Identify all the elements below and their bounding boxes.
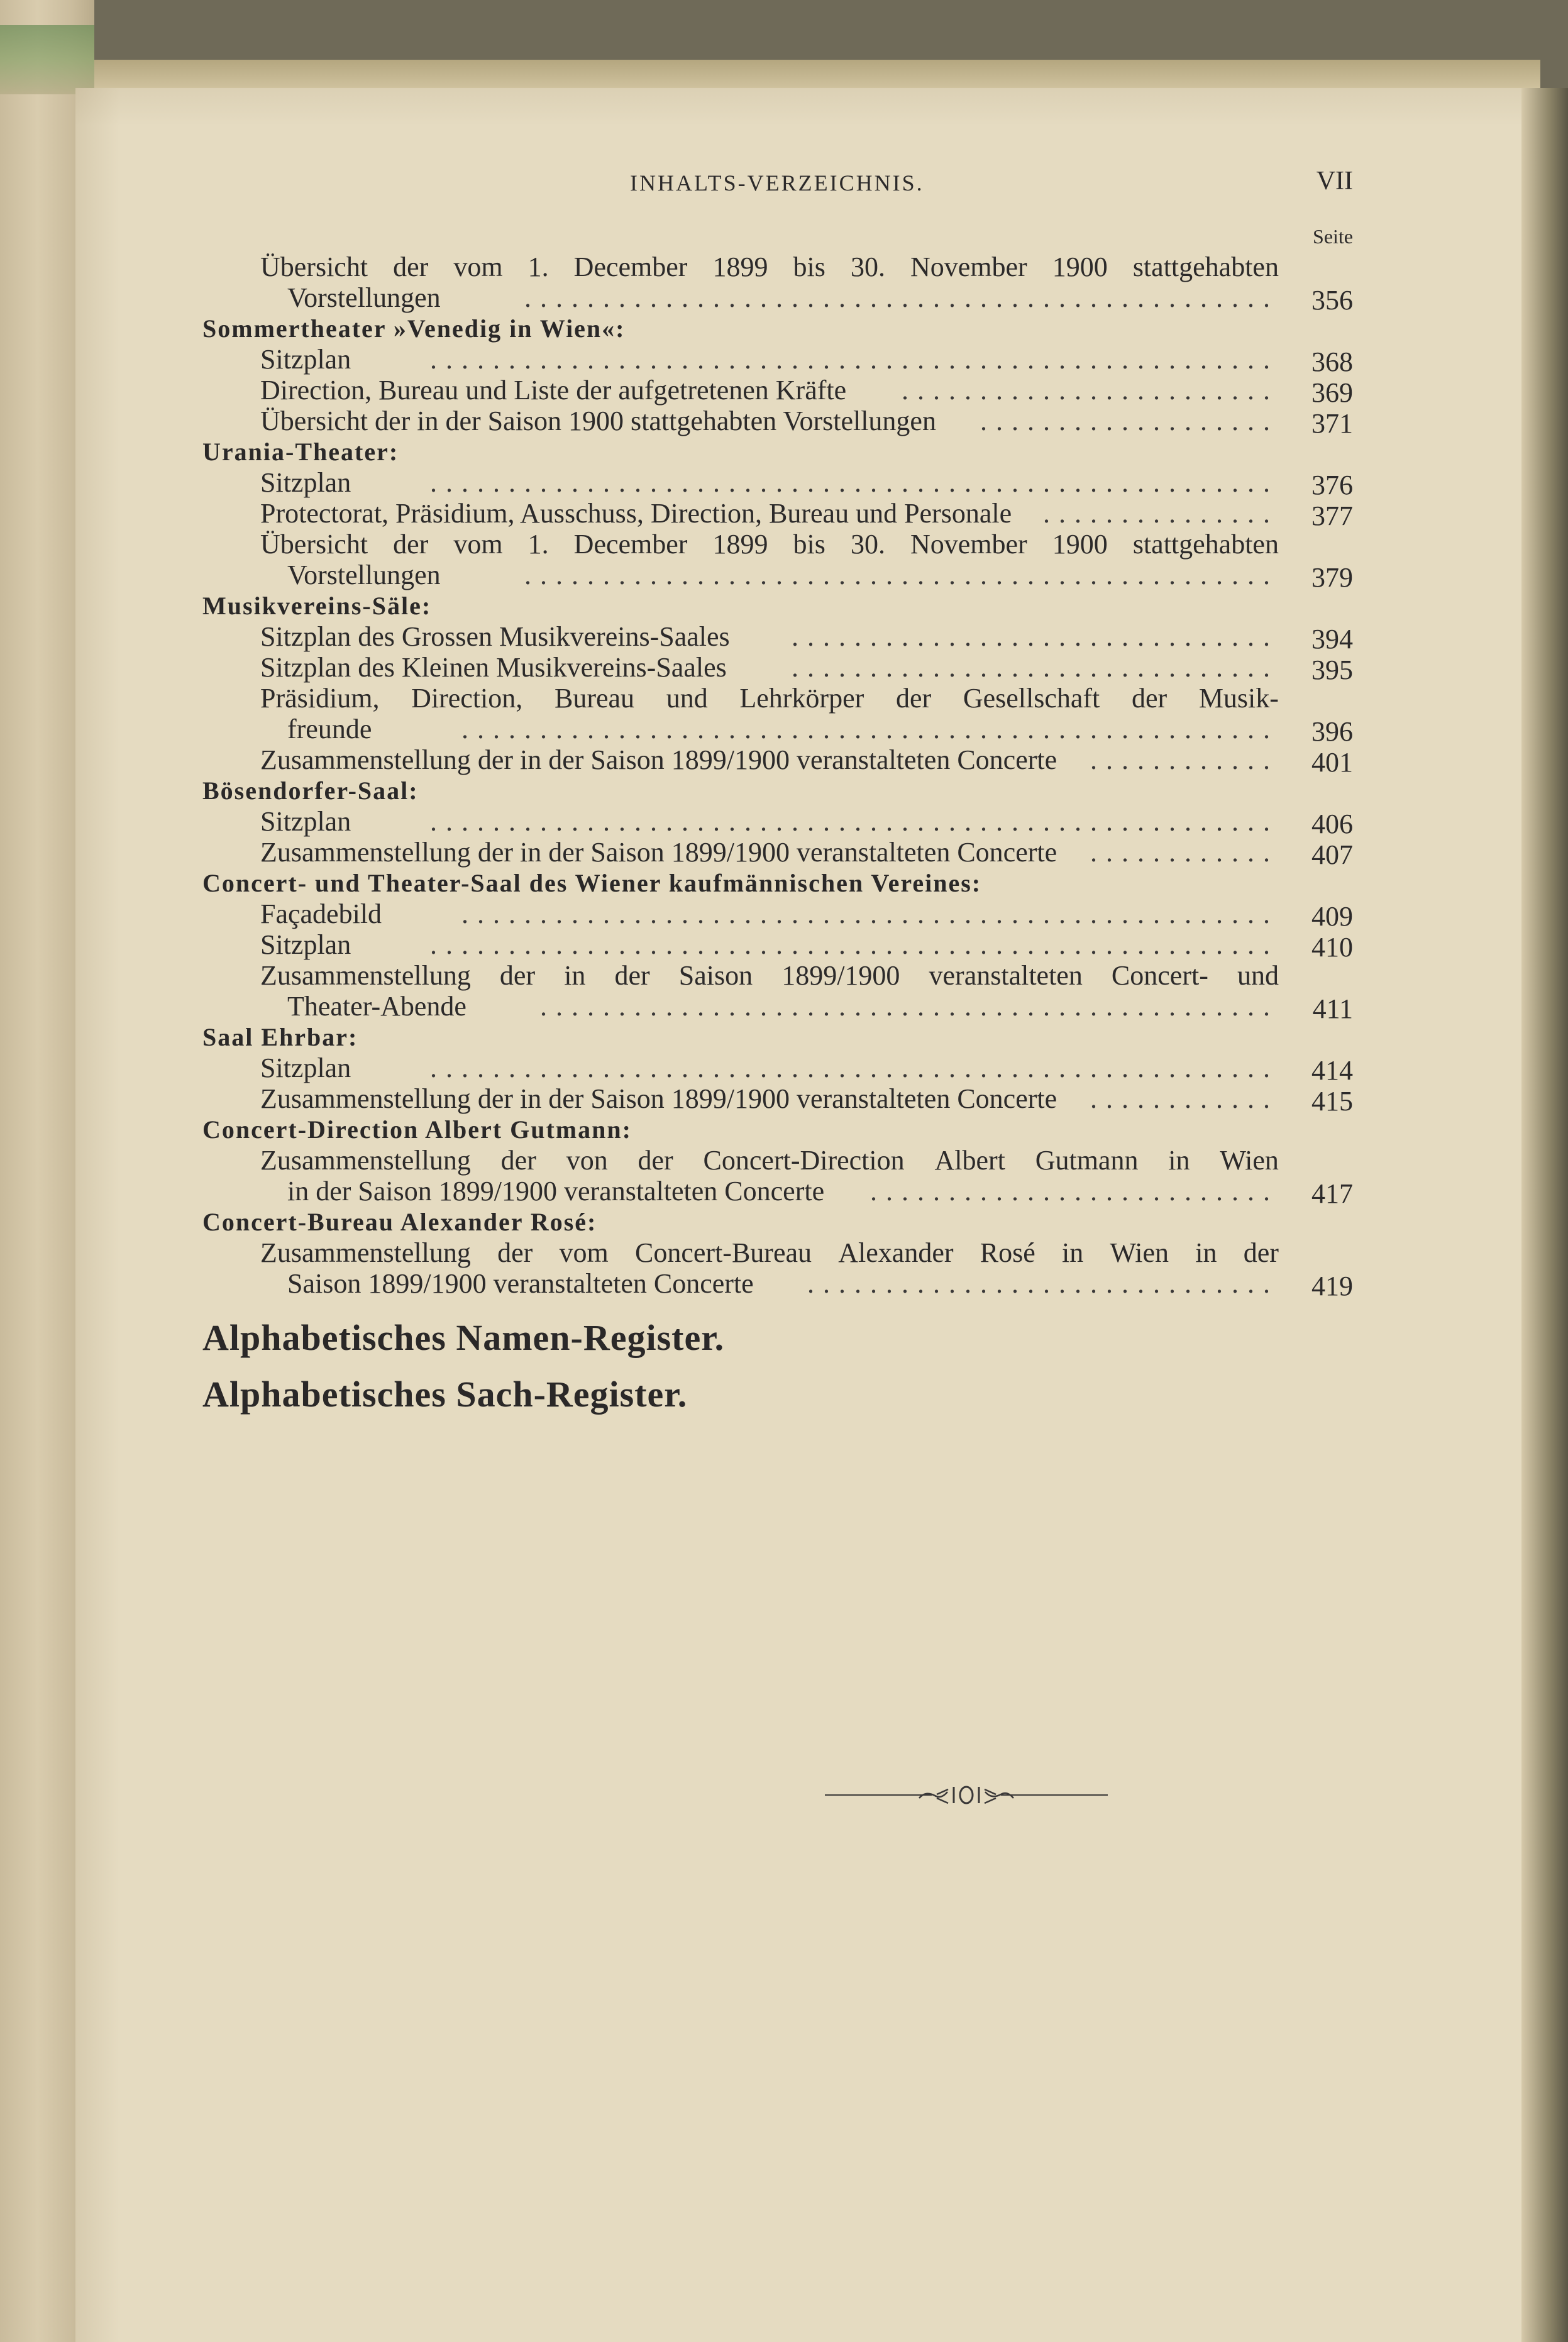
toc-entry bbox=[202, 251, 1353, 282]
toc-entry bbox=[202, 652, 1353, 683]
entry-text: Musikvereins-Säle: bbox=[202, 592, 432, 620]
toc-entry bbox=[202, 1268, 1353, 1299]
leader-dots: ............ bbox=[1090, 744, 1279, 775]
leader-dots: ...................................................... bbox=[430, 806, 1279, 837]
entry-word: vom bbox=[453, 251, 503, 282]
entry-word: der bbox=[497, 1237, 533, 1268]
toc-entry bbox=[202, 806, 1353, 837]
entry-text: Übersicht der in der Saison 1900 stattgehabten Vorstellungen bbox=[260, 406, 936, 436]
entry-word: Übersicht bbox=[260, 251, 368, 282]
page-column-label: Seite bbox=[1313, 225, 1353, 248]
entry-text: Bösendorfer-Saal: bbox=[202, 776, 419, 805]
leader-dots: ................................................ bbox=[524, 282, 1279, 313]
entry-word: Alexander bbox=[838, 1237, 954, 1268]
entry-word: in bbox=[1195, 1237, 1217, 1268]
toc-section-heading bbox=[202, 775, 1353, 806]
entry-page-number: 411 bbox=[1312, 993, 1353, 1024]
entry-word: December bbox=[573, 529, 688, 560]
toc-entry bbox=[202, 621, 1353, 655]
entry-text: Saison 1899/1900 veranstalteten Concerte bbox=[287, 1268, 754, 1299]
entry-word: in bbox=[564, 960, 586, 991]
leader-dots: ............... bbox=[1043, 498, 1279, 529]
running-head bbox=[202, 167, 1353, 207]
page-right-edge bbox=[1521, 88, 1568, 2342]
entry-word: vom bbox=[559, 1237, 609, 1268]
entry-page-number: 356 bbox=[1311, 285, 1353, 316]
entry-word: Zusammenstellung bbox=[260, 960, 471, 991]
entry-word: Präsidium, bbox=[260, 683, 380, 714]
toc-section-heading bbox=[202, 590, 1353, 621]
toc-entry bbox=[202, 837, 1353, 868]
page-number: VII bbox=[1316, 167, 1353, 196]
entry-word: November bbox=[910, 251, 1027, 282]
register-heading bbox=[202, 1363, 1353, 1420]
toc-entry bbox=[202, 898, 1353, 932]
entry-word: 1899 bbox=[712, 251, 768, 282]
entry-page-number: 414 bbox=[1311, 1055, 1353, 1086]
entry-page-number: 409 bbox=[1311, 901, 1353, 932]
entry-word: Gesellschaft bbox=[963, 683, 1100, 714]
entry-word: und bbox=[666, 683, 708, 714]
entry-text: Sommertheater »Venedig in Wien«: bbox=[202, 314, 626, 343]
entry-page-number: 401 bbox=[1311, 747, 1353, 778]
leader-dots: ............ bbox=[1090, 1083, 1279, 1114]
entry-word: bis bbox=[793, 251, 825, 282]
entry-word: vom bbox=[453, 529, 503, 560]
leader-dots: ................................................ bbox=[524, 560, 1279, 590]
register-heading bbox=[202, 1306, 1353, 1363]
entry-text: Saal Ehrbar: bbox=[202, 1023, 358, 1051]
entry-text: Concert-Bureau Alexander Rosé: bbox=[202, 1208, 597, 1236]
leader-dots: ............................... bbox=[792, 621, 1279, 652]
toc-entry bbox=[202, 529, 1353, 560]
entry-word: in bbox=[1168, 1145, 1190, 1176]
entry-word: 1900 bbox=[1052, 251, 1108, 282]
toc-entry bbox=[202, 744, 1353, 778]
entry-word: der bbox=[614, 960, 650, 991]
entry-word: in bbox=[1062, 1237, 1084, 1268]
entry-word: von bbox=[566, 1145, 608, 1176]
toc-entry bbox=[202, 344, 1353, 375]
toc-entry bbox=[202, 683, 1353, 714]
leader-dots: ...................................................... bbox=[430, 467, 1279, 498]
entry-text: Sitzplan des Grossen Musikvereins-Saales bbox=[260, 621, 730, 652]
entry-text: Sitzplan bbox=[260, 1052, 351, 1083]
toc-entry bbox=[202, 1145, 1353, 1176]
leader-dots: .......................... bbox=[870, 1176, 1279, 1207]
entry-page-number: 379 bbox=[1311, 562, 1353, 593]
toc-section-heading bbox=[202, 868, 1353, 898]
entry-page-number: 396 bbox=[1311, 716, 1353, 747]
entry-word: Übersicht bbox=[260, 529, 368, 560]
entry-word: veranstalteten bbox=[929, 960, 1083, 991]
toc-entries bbox=[202, 251, 1353, 1420]
entry-word: Wien bbox=[1110, 1237, 1169, 1268]
toc-section-heading bbox=[202, 1114, 1353, 1145]
toc-entry bbox=[202, 991, 1353, 1022]
entry-word: December bbox=[573, 251, 688, 282]
entry-word: Concert-Direction bbox=[703, 1145, 905, 1176]
leader-dots: ............................................... bbox=[540, 991, 1279, 1022]
entry-page-number: 376 bbox=[1311, 470, 1353, 500]
toc-entry bbox=[202, 960, 1353, 991]
leader-dots: .................................................... bbox=[461, 714, 1279, 744]
entry-word: Rosé bbox=[980, 1237, 1035, 1268]
entry-word: 1. bbox=[527, 529, 549, 560]
entry-word: und bbox=[1237, 960, 1279, 991]
entry-word: stattgehabten bbox=[1132, 251, 1279, 282]
entry-text: Zusammenstellung der in der Saison 1899/1900 veranstalteten Concerte bbox=[260, 744, 1057, 775]
entry-text: Vorstellungen bbox=[287, 282, 441, 313]
toc-section-heading bbox=[202, 1207, 1353, 1237]
entry-text: in der Saison 1899/1900 veranstalteten Concerte bbox=[287, 1176, 825, 1207]
entry-page-number: 368 bbox=[1311, 346, 1353, 377]
entry-word: November bbox=[910, 529, 1027, 560]
toc-entry bbox=[202, 282, 1353, 316]
entry-page-number: 419 bbox=[1311, 1271, 1353, 1301]
entry-word: 1. bbox=[527, 251, 549, 282]
entry-page-number: 394 bbox=[1311, 624, 1353, 655]
entry-text: Alphabetisches Sach-Register. bbox=[202, 1374, 688, 1415]
leader-dots: ........................ bbox=[902, 375, 1279, 406]
leader-dots: ...................................................... bbox=[430, 1052, 1279, 1083]
entry-word: Lehrkörper bbox=[739, 683, 864, 714]
running-head-title: INHALTS-VERZEICHNIS. bbox=[630, 170, 924, 196]
leader-dots: .................................................... bbox=[461, 898, 1279, 929]
leader-dots: ............................... bbox=[792, 652, 1279, 683]
entry-text: Urania-Theater: bbox=[202, 438, 399, 466]
toc-section-heading bbox=[202, 1022, 1353, 1052]
leader-dots: ...................................................... bbox=[430, 344, 1279, 375]
entry-word: Concert- bbox=[1111, 960, 1208, 991]
entry-page-number: 406 bbox=[1311, 809, 1353, 839]
entry-text: Sitzplan bbox=[260, 344, 351, 375]
leader-dots: ................... bbox=[980, 406, 1279, 436]
entry-word: stattgehabten bbox=[1132, 529, 1279, 560]
entry-text: Sitzplan bbox=[260, 929, 351, 960]
entry-word: der bbox=[393, 529, 429, 560]
entry-page-number: 377 bbox=[1311, 500, 1353, 531]
entry-text: Sitzplan bbox=[260, 806, 351, 837]
toc-entry bbox=[202, 714, 1353, 747]
entry-text: Protectorat, Präsidium, Ausschuss, Direction, Bureau und Personale bbox=[260, 498, 1012, 529]
entry-word: bis bbox=[793, 529, 825, 560]
entry-text: Theater-Abende bbox=[287, 991, 467, 1022]
toc-entry bbox=[202, 1083, 1353, 1117]
entry-word: 30. bbox=[850, 529, 885, 560]
entry-text: Vorstellungen bbox=[287, 560, 441, 590]
leader-dots: ............ bbox=[1090, 837, 1279, 868]
entry-word: Concert-Bureau bbox=[635, 1237, 812, 1268]
entry-word: Direction, bbox=[411, 683, 523, 714]
entry-text: Concert-Direction Albert Gutmann: bbox=[202, 1115, 632, 1144]
entry-word: Wien bbox=[1220, 1145, 1279, 1176]
entry-text: Direction, Bureau und Liste der aufgetretenen Kräfte bbox=[260, 375, 847, 406]
entry-text: Façadebild bbox=[260, 898, 382, 929]
toc-entry bbox=[202, 498, 1353, 529]
spine-cloth bbox=[0, 25, 94, 94]
entry-text: Zusammenstellung der in der Saison 1899/1900 veranstalteten Concerte bbox=[260, 1083, 1057, 1114]
entry-text: Alphabetisches Namen-Register. bbox=[202, 1317, 725, 1358]
entry-page-number: 415 bbox=[1311, 1086, 1353, 1117]
entry-word: Zusammenstellung bbox=[260, 1145, 471, 1176]
entry-text: Zusammenstellung der in der Saison 1899/1900 veranstalteten Concerte bbox=[260, 837, 1057, 868]
entry-page-number: 407 bbox=[1311, 839, 1353, 870]
toc-entry bbox=[202, 375, 1353, 406]
ornament-divider bbox=[825, 1779, 1108, 1811]
toc-entry bbox=[202, 1052, 1353, 1086]
entry-word: der bbox=[499, 960, 536, 991]
entry-word: 30. bbox=[850, 251, 885, 282]
entry-page-number: 395 bbox=[1311, 655, 1353, 685]
entry-word: der bbox=[393, 251, 429, 282]
entry-word: Albert bbox=[934, 1145, 1005, 1176]
toc-entry bbox=[202, 1237, 1353, 1268]
entry-word: 1899/1900 bbox=[781, 960, 900, 991]
entry-word: der bbox=[1243, 1237, 1279, 1268]
entry-word: der bbox=[1131, 683, 1168, 714]
entry-word: der bbox=[638, 1145, 673, 1176]
entry-page-number: 369 bbox=[1311, 377, 1353, 408]
toc-section-heading bbox=[202, 436, 1353, 467]
entry-word: Zusammenstellung bbox=[260, 1237, 471, 1268]
entry-text: Sitzplan des Kleinen Musikvereins-Saales bbox=[260, 652, 727, 683]
toc-entry bbox=[202, 467, 1353, 498]
entry-page-number: 417 bbox=[1311, 1178, 1353, 1209]
toc-section-heading bbox=[202, 313, 1353, 344]
entry-word: 1899 bbox=[712, 529, 768, 560]
entry-word: der bbox=[895, 683, 932, 714]
entry-word: der bbox=[500, 1145, 536, 1176]
leader-dots: .............................. bbox=[807, 1268, 1279, 1299]
toc-entry bbox=[202, 406, 1353, 439]
entry-word: Bureau bbox=[554, 683, 635, 714]
entry-text: Sitzplan bbox=[260, 467, 351, 498]
toc-entry bbox=[202, 929, 1353, 963]
toc-entry bbox=[202, 1176, 1353, 1207]
entry-word: Gutmann bbox=[1035, 1145, 1139, 1176]
entry-text: freunde bbox=[287, 714, 372, 744]
entry-word: Musik- bbox=[1198, 683, 1279, 714]
entry-word: 1900 bbox=[1052, 529, 1108, 560]
entry-page-number: 410 bbox=[1311, 932, 1353, 963]
toc-entry bbox=[202, 560, 1353, 593]
entry-page-number: 371 bbox=[1311, 408, 1353, 439]
leader-dots: ...................................................... bbox=[430, 929, 1279, 960]
entry-word: Saison bbox=[678, 960, 753, 991]
entry-text: Concert- und Theater-Saal des Wiener kaufmännischen Vereines: bbox=[202, 869, 982, 897]
